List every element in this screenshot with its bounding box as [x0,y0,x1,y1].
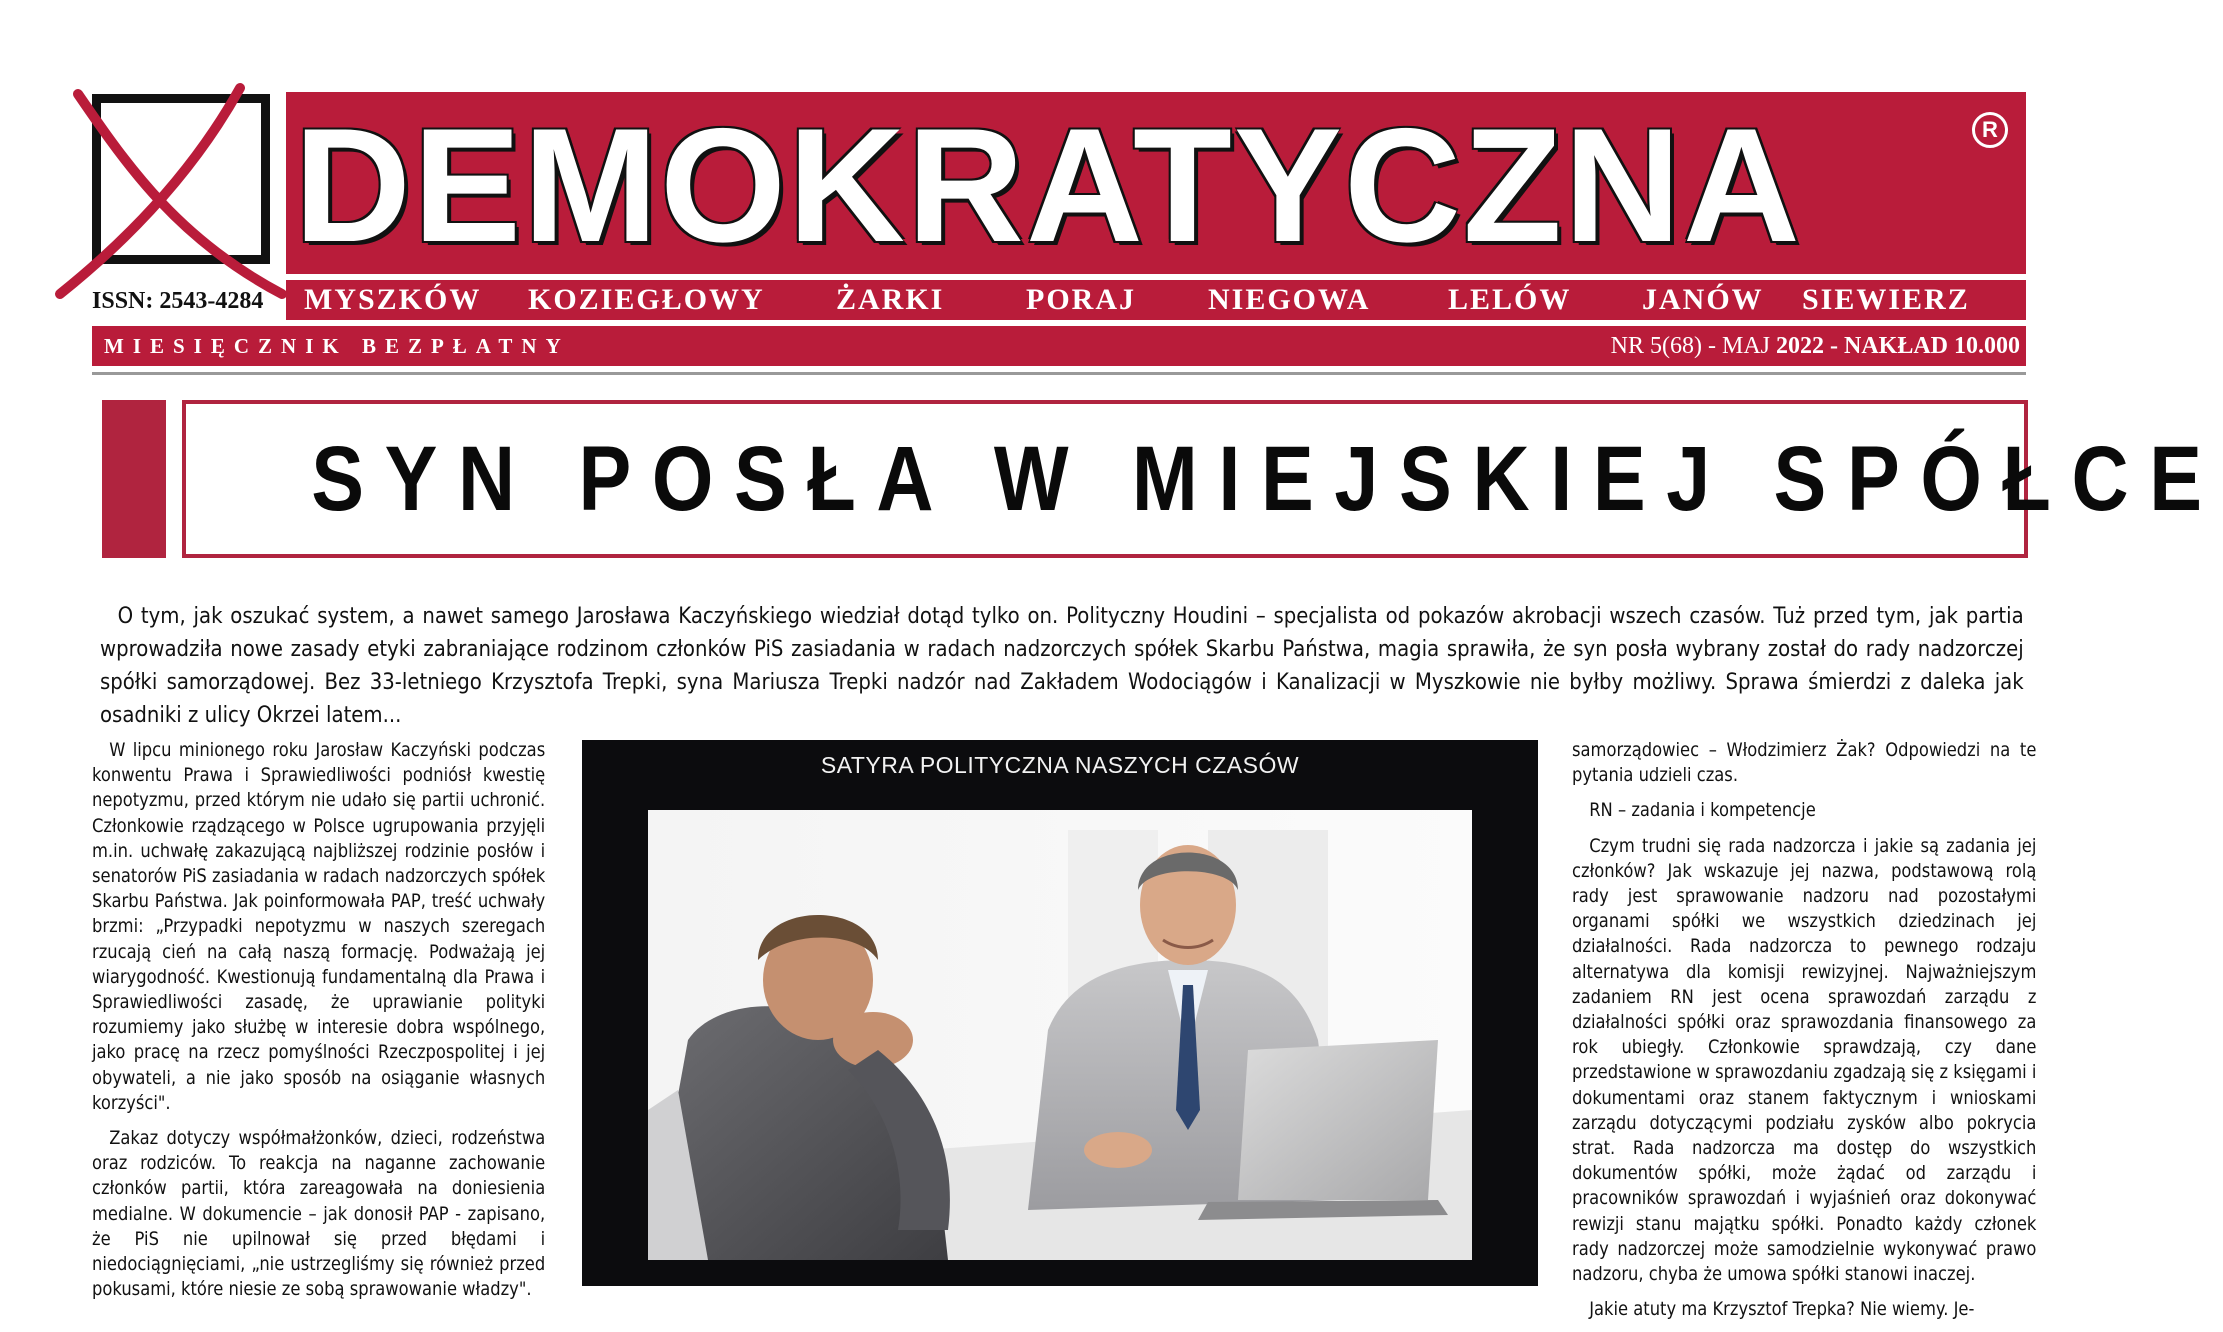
article-headline: SYN POSŁA W MIEJSKIEJ SPÓŁCE [311,428,2223,530]
subtitle: MIESIĘCZNIK BEZPŁATNY [104,334,570,358]
town-label: PORAJ [1026,283,1136,316]
town-label: KOZIEGŁOWY [528,283,765,316]
paragraph: W lipcu minionego roku Jarosław Kaczyński podczas konwentu Prawa i Sprawiedliwości podniósł kwestię nepotyzmu, przed którym nie udało się partii uchronić. Członkowie rządzącego w Polsce ugrupowania przyjęli m.in. uchwałę zakazującą najbliższej rodzinie posłów i senatorów PiS zasiadania w radach nadzorczych spółek Skarbu Państwa. Jak poinformowała PAP, treść uchwały brzmi: „Przypadki nepotyzmu w naszych szeregach rzucają cień na całą naszą formację. Podważają jej wiarygodność. Kwestionują fundamentalną dla Prawa i Sprawiedliwości zasadę, że uprawianie polityki rozumiemy jako służbę w interesie dobra wspólnego, jako pracę na rzecz pomyślności Rzeczpospolitej i jej obywateli, a nie jako sposób na osiąganie własnych korzyści". [92,739,546,1114]
paragraph: Jakie atuty ma Krzysztof Trepka? Nie wiemy. Je- [1589,1298,1975,1321]
article-column-right [1572,738,2036,1332]
masthead-rule [92,372,2026,375]
paragraph: samorządowiec – Włodzimierz Żak? Odpowiedzi na te pytania udzieli czas. [1572,739,2037,787]
photo-caption: SATYRA POLITYCZNA NASZYCH CZASÓW [820,752,1300,778]
paragraph: Zakaz dotyczy współmałżonków, dzieci, rodzeństwa oraz rodziców. To reakcja na naganne zachowanie członków partii, która zareagowała na doniesienia medialne. W dokumencie – jak donosił PAP - zapisano, że PiS nie upilnował się przed błędami i niedociągnięciami, „nie ustrzegliśmy się również przed pokusami, które niesie ze sobą sprawowanie władzy". [92,1127,546,1301]
masthead-title: DEMOKRATYCZNA [294,95,1802,276]
article-lead: O tym, jak oszukać system, a nawet samego Jarosława Kaczyńskiego wiedział dotąd tylko on. Polityczny Houdini – specjalista od pokazów akrobacji wszech czasów. Tuż przed tym, jak partia wprowadziła nowe zasady etyki zabraniające rodzinom członków PiS zasiadania w radach nadzorczych spółek Skarbu Państwa, magia sprawiła, że syn posła wybrany został do rady nadzorczej spółki samorządowej. Bez 33-letniego Krzysztofa Trepki, syna Mariusza Trepki nadzór nad Zakładem Wodociągów i Kanalizacji w Myszkowie nie byłby możliwy. Sprawa śmierdzi z daleka jak osadniki z ulicy Okrzei latem... [100,603,2024,728]
town-label: JANÓW [1642,283,1764,316]
logo-x-mark-icon [50,80,290,310]
issue-number: NR 5(68) - MAJ [1610,333,1776,359]
town-label: MYSZKÓW [304,283,482,316]
satire-photo [648,810,1472,1260]
issn-number: ISSN: 2543-4284 [92,288,264,314]
section-subheading: RN – zadania i kompetencje [1589,799,1816,822]
town-label: LELÓW [1448,283,1572,316]
town-label: SIEWIERZ [1802,283,1970,316]
registered-mark: R [1972,112,2008,148]
town-label: NIEGOWA [1208,283,1371,316]
article-column-left [92,738,545,1312]
issue-info [1611,326,2020,366]
paragraph: Czym trudni się rada nadzorcza i jakie są zadania jej członków? Jak wskazuje jej nazwa, podstawową rolą rady jest sprawowanie nadzoru nad pozostałymi organami spółki we wszystkich dziedzinach jej działalności. Rada nadzorcza to pewnego rodzaju alternatywa dla komisji rewizyjnej. Najważniejszym zadaniem RN jest ocena sprawozdań zarządu z działalności spółki oraz sprawozdania finansowego za rok ubiegły. Członkowie sprawdzają, czy dane przedstawione w sprawozdaniu zgadzają się z księgami i dokumentami oraz stanem faktycznym i wnioskami zarządu dotyczącymi podziału zysków albo pokrycia strat. Rada nadzorcza ma dostęp do wszystkich dokumentów spółki, może żądać od zarządu i pracowników sprawozdań i wyjaśnień oraz dokonywać rewizji stanu majątku spółki. Ponadto każdy członek rady nadzorczej może samodzielnie wykonywać prawo nadzoru, chyba że umowa spółki stanowi inaczej. [1572,834,2037,1286]
headline-accent-block [102,400,166,558]
town-label: ŻARKI [836,283,945,316]
issue-year-circulation: 2022 - NAKŁAD 10.000 [1776,333,2020,359]
